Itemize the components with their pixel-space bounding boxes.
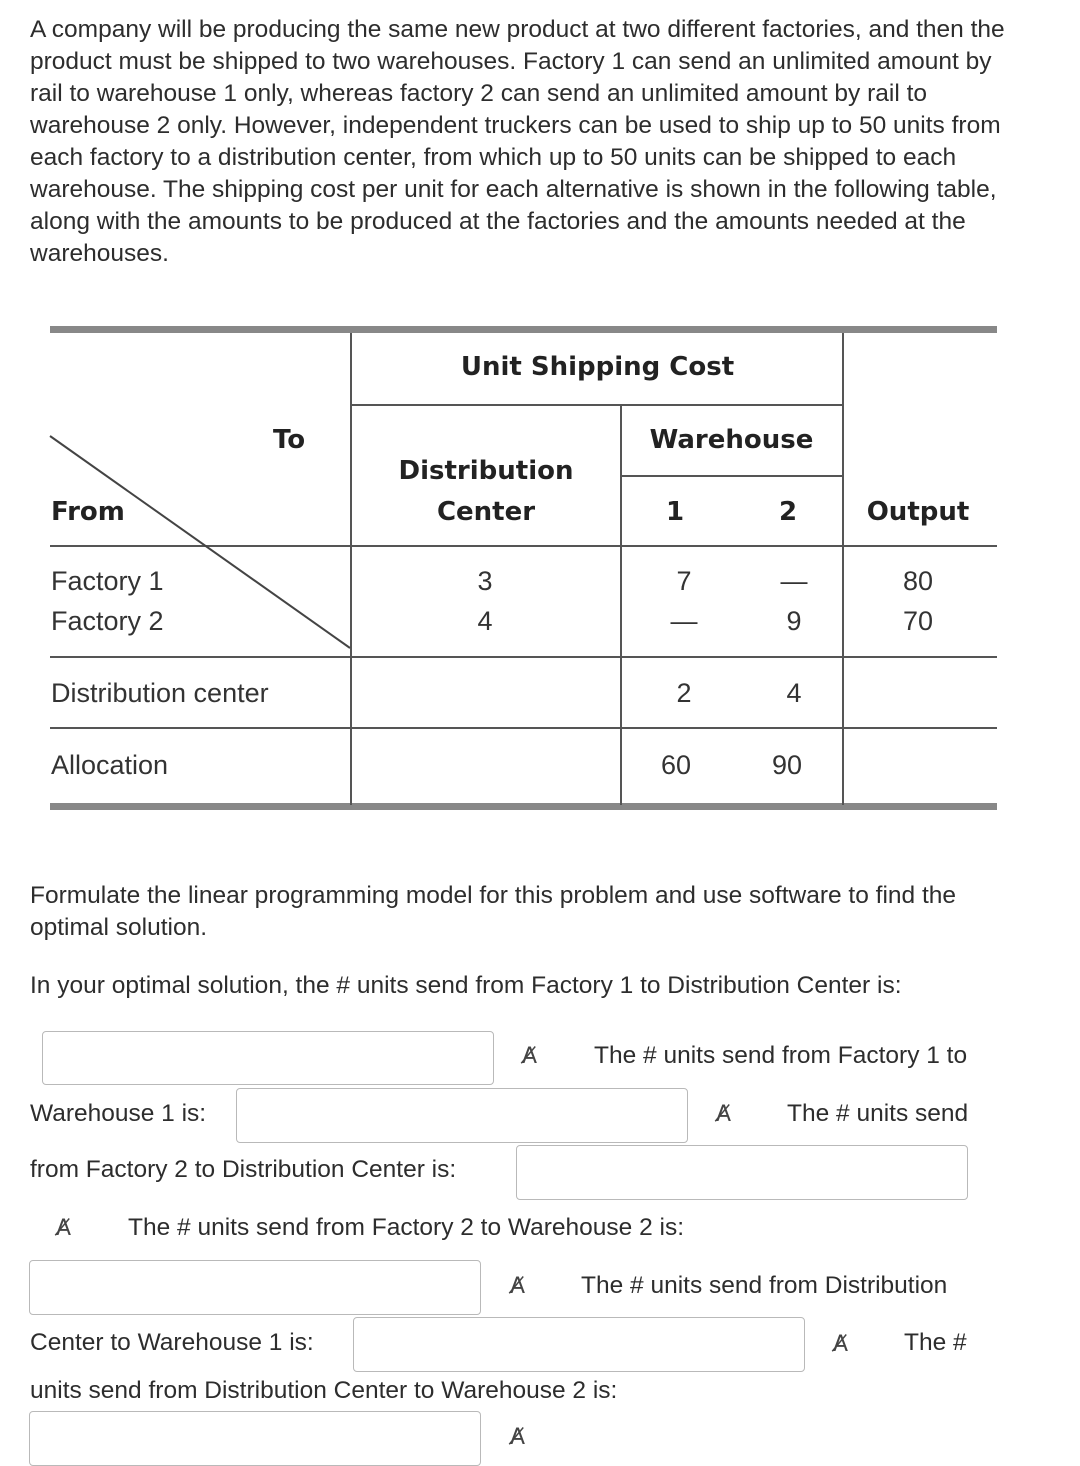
spellcheck-icon[interactable]: A̸	[716, 1102, 732, 1127]
factory2-to-dc-input[interactable]	[516, 1145, 968, 1200]
factory-2-output: 70	[902, 606, 934, 636]
factory-1-label: Factory 1	[51, 566, 164, 596]
from-label: From	[51, 497, 125, 527]
spellcheck-icon[interactable]: A̸	[833, 1332, 849, 1357]
factory1-to-w1-input[interactable]	[236, 1088, 688, 1143]
factory-2-label: Factory 2	[51, 606, 164, 636]
dc-w1-cost: 2	[676, 678, 692, 708]
factory-1-w1-cost: 7	[676, 566, 692, 596]
question-lead: In your optimal solution, the # units send from Factory 1 to Distribution Center is:	[30, 972, 902, 999]
dc-header-line1: Distribution	[398, 456, 574, 486]
q4-label: The # units send from Factory 2 to Warehouse 2 is:	[128, 1214, 685, 1241]
spellcheck-icon[interactable]: A̸	[510, 1274, 526, 1299]
factory2-to-w2-input[interactable]	[29, 1260, 481, 1315]
factory1-to-dc-input[interactable]	[42, 1031, 494, 1085]
allocation-label: Allocation	[51, 750, 169, 780]
factory-1-w2-cost: —	[780, 566, 808, 596]
q6-tail: The #	[904, 1329, 967, 1356]
q3-label: from Factory 2 to Distribution Center is:	[30, 1156, 457, 1183]
dc-to-w1-input[interactable]	[353, 1317, 805, 1372]
q5-tail: The # units send from Distribution	[581, 1272, 948, 1299]
q1-tail: The # units send from Factory 1 to	[594, 1042, 968, 1069]
factory-2-w1-cost: —	[670, 606, 698, 636]
factory-1-dc-cost: 3	[477, 566, 493, 596]
spellcheck-icon[interactable]: A̸	[510, 1425, 526, 1450]
table-title: Unit Shipping Cost	[460, 352, 735, 382]
instruction-text: Formulate the linear programming model for this problem and use software to find the optimal solution.	[30, 882, 957, 941]
dc-header-line2: Center	[436, 497, 536, 527]
dc-row-label: Distribution center	[51, 678, 269, 708]
spellcheck-icon[interactable]: A̸	[56, 1216, 72, 1241]
problem-intro: A company will be producing the same new product at two different factories, and then the product must be shipped to two warehouses. Factory 1 can send an unlimited amount by rail to warehouse 1 only, whereas factory 2 can send an unlimited amount by rail to warehouse 2 only. However, independent truckers can be used to ship up to 50 units from each factory to a distribution center, from which up to 50 units can be shipped to each warehouse. The shipping cost per unit for each alternative is shown in the following table, along with the amounts to be produced at the factories and the amounts needed at the warehouses.	[30, 16, 1005, 267]
output-header: Output	[866, 497, 970, 527]
factory-2-dc-cost: 4	[477, 606, 493, 636]
spellcheck-icon[interactable]: A̸	[522, 1044, 538, 1069]
allocation-w1: 60	[660, 750, 692, 780]
q2-label: Warehouse 1 is:	[30, 1100, 207, 1127]
q5-label: Center to Warehouse 1 is:	[30, 1329, 314, 1356]
q2-tail: The # units send	[787, 1100, 969, 1127]
dc-w2-cost: 4	[786, 678, 802, 708]
dc-to-w2-input[interactable]	[29, 1411, 481, 1466]
q6-label: units send from Distribution Center to Warehouse 2 is:	[30, 1377, 618, 1404]
allocation-w2: 90	[771, 750, 803, 780]
factory-1-output: 80	[902, 566, 934, 596]
factory-2-w2-cost: 9	[786, 606, 802, 636]
warehouse-header: Warehouse	[649, 425, 814, 455]
to-label: To	[273, 425, 306, 455]
warehouse-1-header: 1	[665, 497, 685, 527]
warehouse-2-header: 2	[778, 497, 798, 527]
